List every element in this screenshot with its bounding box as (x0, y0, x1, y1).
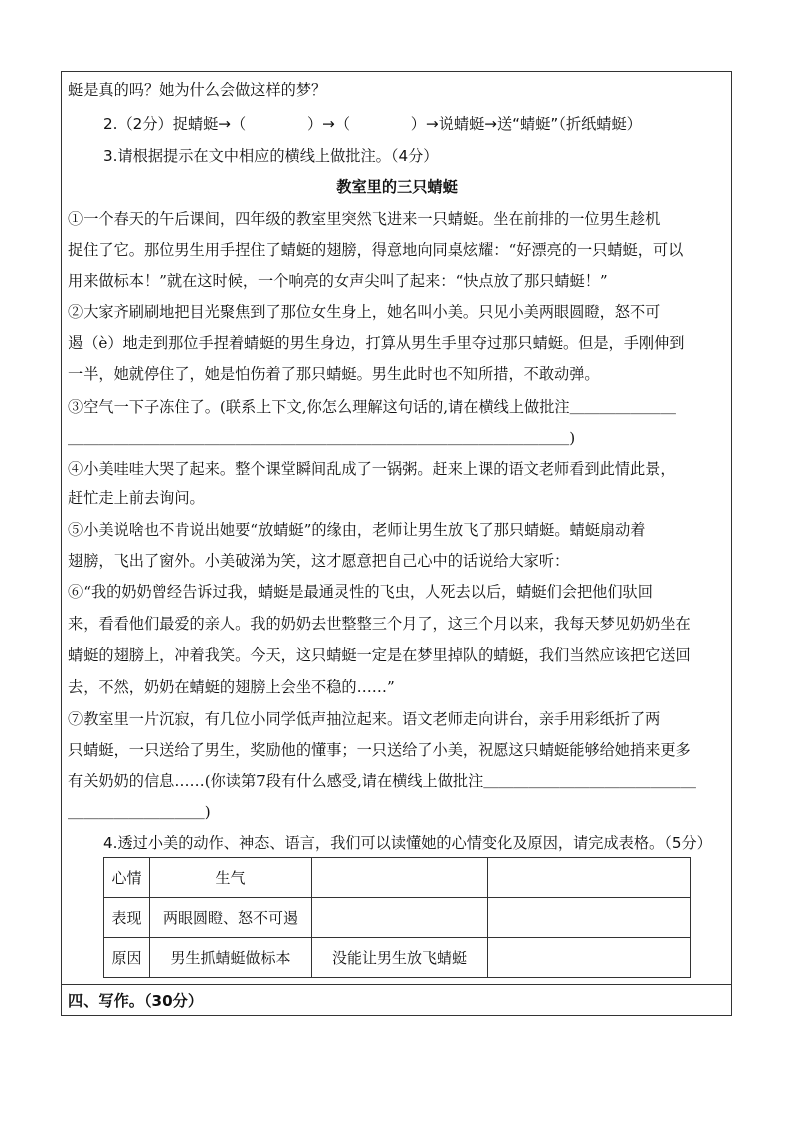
annotation-prompt-2: 有关奶奶的信息……(你读第7段有什么感受,请在横线上做批注＿＿＿＿＿＿＿＿＿＿＿＿＿＿ (68, 772, 696, 790)
article-line: 一半，她就停住了，她是怕伤着了那只蜻蜓。男生此时也不知所措，不敢动弹。 (68, 365, 600, 383)
question-tail: 蜓是真的吗？她为什么会做这样的梦？ (68, 81, 327, 99)
section-divider (61, 984, 732, 985)
answer-cell[interactable] (488, 938, 691, 978)
question-4: 4.透过小美的动作、神态、语言，我们可以读懂她的心情变化及原因，请完成表格。（5分） (103, 834, 712, 852)
article-line: ⑥“我的奶奶曾经告诉过我，蜻蜓是最通灵性的飞虫，人死去以后，蜻蜓们会把他们驮回 (68, 583, 653, 601)
annotation-blank-2: ＿＿＿＿＿＿＿＿＿) (68, 803, 211, 821)
table-cell: 没能让男生放飞蜻蜓 (312, 938, 488, 978)
question-3: 3.请根据提示在文中相应的横线上做批注。（4分） (103, 147, 439, 165)
annotation-prompt-1: ③空气一下子冻住了。(联系上下文,你怎么理解这句话的,请在横线上做批注＿＿＿＿＿＿＿ (68, 398, 676, 416)
row-header: 心情 (104, 858, 150, 898)
answer-cell[interactable] (312, 858, 488, 898)
article-line: 只蜻蜓，一只送给了男生，奖励他的懂事；一只送给了小美，祝愿这只蜻蜓能够给她捎来更多 (68, 741, 691, 759)
article-line: 翅膀，飞出了窗外。小美破涕为笑，这才愿意把自己心中的话说给大家听： (68, 552, 570, 570)
article-title: 教室里的三只蜻蜓 (336, 178, 458, 196)
mood-table (103, 857, 691, 978)
article-line: ④小美哇哇大哭了起来。整个课堂瞬间乱成了一锅粥。赶来上课的语文老师看到此情此景， (68, 460, 676, 478)
article-line: ⑦教室里一片沉寂，有几位小同学低声抽泣起来。语文老师走向讲台，亲手用彩纸折了两 (68, 710, 661, 728)
answer-cell[interactable] (312, 898, 488, 938)
table-row (104, 858, 691, 898)
annotation-blank-1: ＿＿＿＿＿＿＿＿＿＿＿＿＿＿＿＿＿＿＿＿＿＿＿＿＿＿＿＿＿＿＿＿＿) (68, 429, 576, 447)
section-4-heading: 四、写作。（30分） (68, 992, 204, 1010)
article-line: ⑤小美说啥也不肯说出她要“放蜻蜓”的缘由，老师让男生放飞了那只蜻蜓。蜻蜓扇动着 (68, 521, 646, 539)
table-cell: 两眼圆瞪、怒不可遏 (150, 898, 312, 938)
article-line: 赶忙走上前去询问。 (68, 489, 205, 507)
article-line: 蜻蜓的翅膀上，冲着我笑。今天，这只蜻蜓一定是在梦里掉队的蜻蜓，我们当然应该把它送回 (68, 646, 691, 664)
answer-cell[interactable] (488, 898, 691, 938)
row-header: 表现 (104, 898, 150, 938)
article-line: 用来做标本！”就在这时候，一个响亮的女声尖叫了起来：“快点放了那只蜻蜓！” (68, 272, 608, 290)
answer-cell[interactable] (488, 858, 691, 898)
question-2: 2.（2分）捉蜻蜓→（ ）→（ ）→说蜻蜓→送“蜻蜓”（折纸蜻蜓） (103, 115, 642, 133)
table-row (104, 938, 691, 978)
table-row (104, 898, 691, 938)
article-line: 遏（è）地走到那位手捏着蜻蜓的男生身边，打算从男生手里夺过那只蜻蜓。但是，手刚伸到 (68, 334, 685, 352)
article-line: 去，不然，奶奶在蜻蜓的翅膀上会坐不稳的……” (68, 678, 395, 696)
article-line: ①一个春天的午后课间，四年级的教室里突然飞进来一只蜻蜓。坐在前排的一位男生趁机 (68, 210, 661, 228)
row-header: 原因 (104, 938, 150, 978)
table-cell: 生气 (150, 858, 312, 898)
article-line: 捉住了它。那位男生用手捏住了蜻蜓的翅膀，得意地向同桌炫耀：“好漂亮的一只蜻蜓，可以 (68, 241, 684, 259)
article-line: 来，看看他们最爱的亲人。我的奶奶去世整整三个月了，这三个月以来，我每天梦见奶奶坐在 (68, 615, 691, 633)
table-cell: 男生抓蜻蜓做标本 (150, 938, 312, 978)
article-line: ②大家齐刷刷地把目光聚焦到了那位女生身上，她名叫小美。只见小美两眼圆瞪，怒不可 (68, 303, 661, 321)
